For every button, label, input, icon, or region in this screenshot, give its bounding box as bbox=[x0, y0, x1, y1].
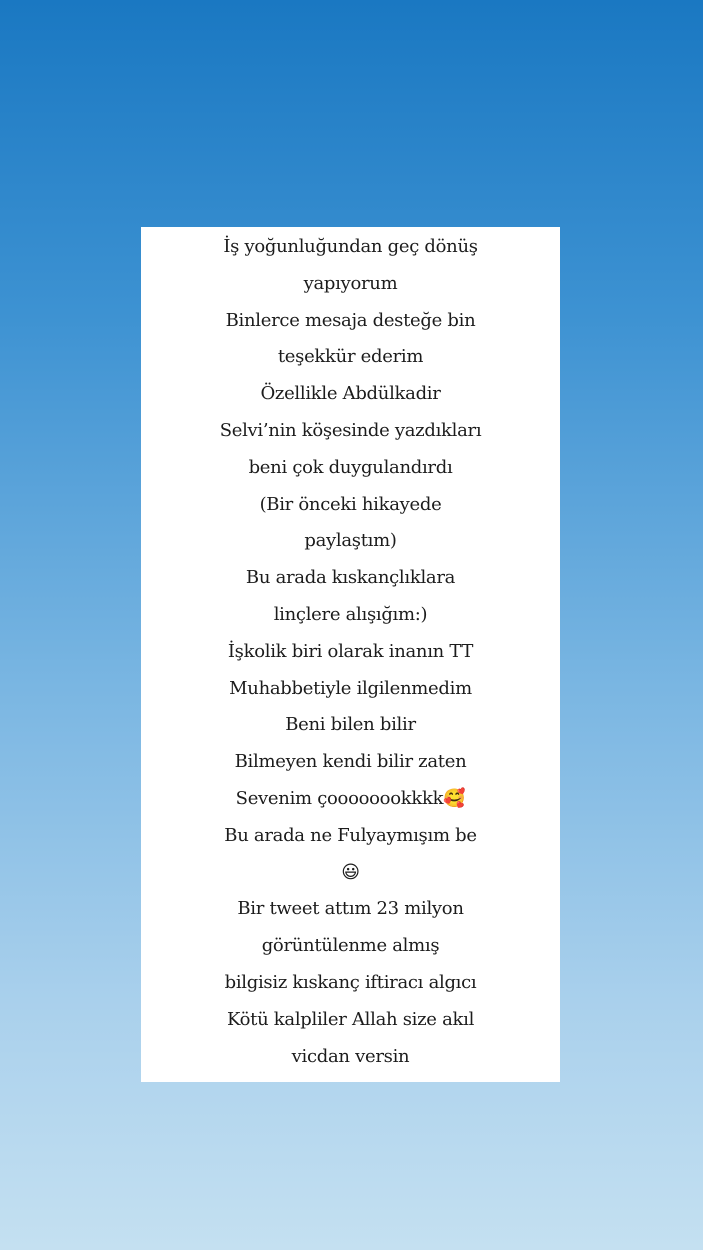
story-text-line: beni çok duygulandırdı bbox=[248, 456, 453, 478]
story-text-line: İş yoğunluğundan geç dönüş bbox=[223, 236, 478, 257]
story-text-line: (Bir önceki hikayede bbox=[259, 493, 442, 515]
story-text-line: paylaştım) bbox=[304, 530, 397, 552]
story-text-line: Bir tweet attım 23 milyon bbox=[237, 898, 464, 920]
story-text-line: Kötü kalpliler Allah size akıl bbox=[226, 1008, 475, 1030]
story-text-line: Beni bilen bilir bbox=[285, 714, 416, 736]
story-text-line: Özellikle Abdülkadir bbox=[260, 383, 441, 405]
story-text-line: Bilmeyen kendi bilir zaten bbox=[234, 751, 467, 773]
story-text-line: Sevenim çoooooookkkk🥰 bbox=[235, 787, 466, 809]
story-text-line: Muhabbetiyle ilgilenmedim bbox=[229, 677, 472, 699]
story-text-line: görüntülenme almış bbox=[261, 935, 440, 957]
story-text-line: İşkolik biri olarak inanın TT bbox=[227, 640, 474, 662]
story-text-card bbox=[141, 227, 560, 1082]
story-text-line: vicdan versin bbox=[291, 1045, 410, 1067]
story-text-line: Bu arada kıskançlıklara bbox=[245, 567, 456, 589]
story-text-line: linçlere alışığım:) bbox=[273, 603, 428, 625]
story-text-line: bilgisiz kıskanç iftiracı algıcı bbox=[224, 971, 477, 993]
story-text-line: Binlerce mesaja desteğe bin bbox=[225, 309, 476, 331]
story-text-line: teşekkür ederim bbox=[277, 346, 424, 368]
story-text-line: yapıyorum bbox=[303, 272, 398, 294]
story-text-line: Selvi’nin köşesinde yazdıkları bbox=[219, 419, 482, 441]
story-text-line: Bu arada ne Fulyaymışım be bbox=[224, 824, 477, 846]
smiley-emoji-icon: 😃 bbox=[341, 861, 360, 883]
